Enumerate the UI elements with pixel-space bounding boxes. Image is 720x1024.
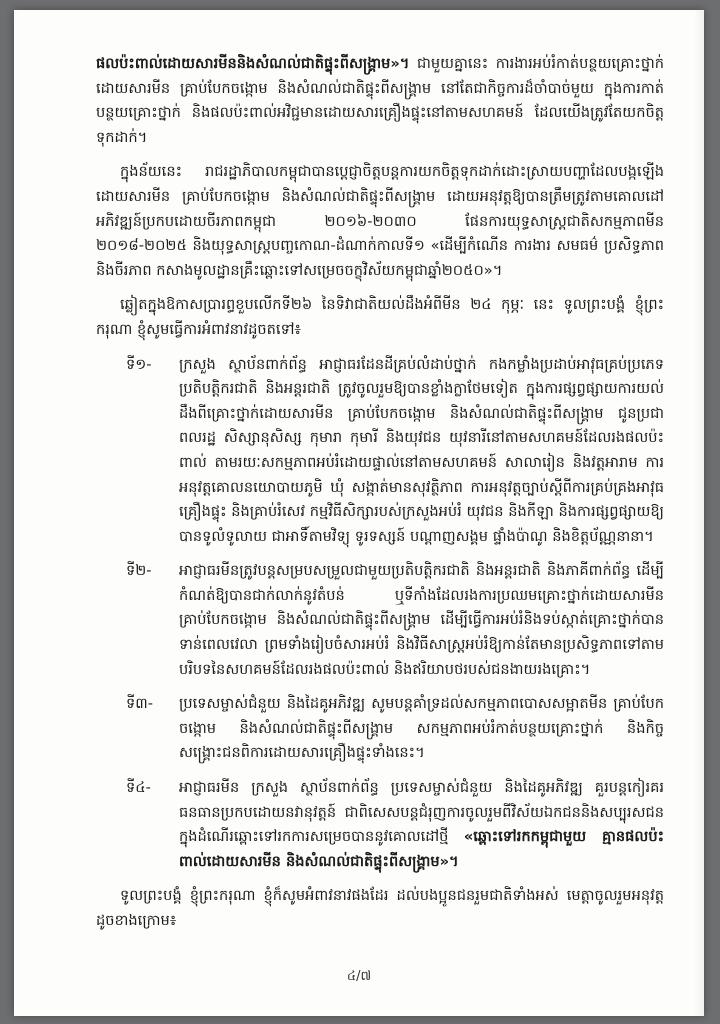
paragraph-3: ឆ្លៀតក្នុងឱកាសប្រារព្ធខួបលើកទី២៦ នៃទិវាជាតិយល់ដឹងអំពីមីន ២៤ កុម្ភៈ នេះ ទូលព្រះបង្គំ ខ្ញុំព្រះករុណា ខ្ញុំសូមធ្វើការអំពាវនាវដូចតទៅ៖ — [96, 296, 664, 338]
page-edge-shadow — [694, 10, 704, 1016]
appeal-item-label: ទី៤- — [126, 779, 151, 797]
appeal-item-text: ក្រសួង ស្ថាប័នពាក់ព័ន្ធ អាជ្ញាធរដែនដីគ្រប់លំដាប់ថ្នាក់ កងកម្លាំងប្រដាប់អាវុធគ្រប់ប្រភេទ ប្រតិបត្តិករជាតិ និងអន្តរជាតិ ត្រូវចូលរួមឱ្យបានខ្លាំងក្លាថែមទៀត ក្នុងការផ្សព្វផ្សាយការយល់ដឹងពីគ្រោះថ្នាក់ដោយសារមីន គ្រាប់បែកចង្កោម និងសំណល់ជាតិផ្ទុះពីសង្គ្រាម ជូនប្រជាពលរដ្ឋ សិស្សានុសិស្ស កុមារា កុមារី និងយុវជន យុវនារីនៅតាមសហគមន៍ដែលរងផលប៉ះពាល់ តាមរយៈសកម្មភាពអប់រំដោយផ្ទាល់នៅតាមសហគមន៍ សាលារៀន និងវត្តអារាម ការអនុវត្តគោលនយោបាយភូមិ ឃុំ សង្កាត់មានសុវត្ថិភាព ការអនុវត្តច្បាប់ស្តីពីការគ្រប់គ្រងអាវុធ គ្រឿងផ្ទុះ និងគ្រាប់រំសេវ កម្មវិធីសិក្សារបស់ក្រសួងអប់រំ យុវជន និងកីឡា និងការផ្សព្វផ្សាយឱ្យបានទូលំទូលាយ ជាអាទិ៍តាមវិទ្យុ ទូរទស្សន៍ បណ្តាញសង្គម ផ្ទាំងប៉ាណូ និងខិត្តប័ណ្ណនានា។ — [179, 355, 664, 545]
paragraph-1-bold-lead: ផលប៉ះពាល់ដោយសារមីននិងសំណល់ជាតិផ្ទុះពីសង្គ្រាម»។ — [96, 55, 410, 72]
appeal-item-1 — [96, 353, 664, 550]
appeal-item-label: ទី៣- — [126, 695, 153, 713]
appeal-item-label: ទី១- — [126, 355, 152, 373]
appeal-item-text — [179, 776, 664, 874]
appeal-item-3 — [96, 692, 664, 766]
paragraph-1 — [96, 52, 664, 150]
appeal-item-2 — [96, 559, 664, 682]
appeal-item-4-bold-tail: «ឆ្ពោះទៅរកកម្ពុជាមួយ គ្មានផលប៉ះពាល់ដោយសារមីន និងសំណល់ជាតិផ្ទុះពីសង្គ្រាម»។ — [179, 828, 664, 870]
appeal-item-text: ប្រទេសម្ចាស់ជំនួយ និងដៃគូអភិវឌ្ឍ សូមបន្តគាំទ្រដល់សកម្មភាពបោសសម្អាតមីន គ្រាប់បែកចង្កោម និងសំណល់ជាតិផ្ទុះពីសង្គ្រាម សកម្មភាពអប់រំកាត់បន្ថយគ្រោះថ្នាក់ និងកិច្ចសង្គ្រោះជនពិការដោយសារគ្រឿងផ្ទុះទាំងនេះ។ — [179, 695, 664, 762]
closing-paragraph: ទូលព្រះបង្គំ ខ្ញុំព្រះករុណា ខ្ញុំក៏សូមអំពាវនាវផងដែរ ដល់បងប្អូនជនរួមជាតិទាំងអស់ មេត្តាចូលរួមអនុវត្តដូចខាងក្រោម៖ — [96, 887, 664, 929]
appeal-item-4-text: អាជ្ញាធរមីន ក្រសួង ស្ថាប័នពាក់ព័ន្ធ ប្រទេសម្ចាស់ជំនួយ និងដៃគូអភិវឌ្ឍ គួរបន្តកៀរគរធនធានប្រកបដោយនវានុវត្តន៍ ជាពិសេសបន្តជំរុញការចូលរួមពីវិស័យឯកជននិងសប្បុរសជន ក្នុងដំណើរឆ្ពោះទៅរកការសម្រេចបាននូវគោលដៅថ្មី — [179, 779, 664, 846]
paragraph-2: ក្នុងន័យនេះ រាជរដ្ឋាភិបាលកម្ពុជាបានប្តេជ្ញាចិត្តបន្តការយកចិត្តទុកដាក់ដោះស្រាយបញ្ហាដែលបង្កឡើងដោយសារមីន គ្រាប់បែកចង្កោម និងសំណល់ជាតិផ្ទុះពីសង្គ្រាម ដោយអនុវត្តឱ្យបានត្រឹមត្រូវតាមគោលដៅអភិវឌ្ឍន៍ប្រកបដោយចីរភាពកម្ពុជា ២០១៦-២០៣០ ផែនការយុទ្ធសាស្ត្រជាតិសកម្មភាពមីន ២០១៨-២០២៥ និងយុទ្ធសាស្ត្របញ្ចកោណ-ដំណាក់កាលទី១ «ដើម្បីកំណើន ការងារ សមធម៌ ប្រសិទ្ធភាព និងចីរភាព កសាងមូលដ្ឋានគ្រឹះឆ្ពោះទៅសម្រេចចក្ខុវិស័យកម្ពុជាឆ្នាំ២០៥០»។ — [96, 163, 664, 279]
appeal-item-label: ទី២- — [126, 562, 152, 580]
page-number: ៤/៧ — [346, 969, 372, 985]
appeal-item-4 — [96, 776, 664, 874]
document-page — [14, 10, 704, 1016]
appeal-item-text: អាជ្ញាធរមីនត្រូវបន្តសម្របសម្រួលជាមួយប្រតិបត្តិករជាតិ និងអន្តរជាតិ និងភាគីពាក់ព័ន្ធ ដើម្បីកំណត់ឱ្យបានជាក់លាក់នូវតំបន់ ឬទីកាំងដែលរងការប្រឈមគ្រោះថ្នាក់ដោយសារមីន គ្រាប់បែកចង្កោម និងសំណល់ជាតិផ្ទុះពីសង្គ្រាម ដើម្បីធ្វើការអប់រំនិងទប់ស្កាត់គ្រោះថ្នាក់បានទាន់ពេលវេលា ព្រមទាំងរៀបចំសារអប់រំ និងវិធីសាស្ត្រអប់រំឱ្យកាន់តែមានប្រសិទ្ធភាពទៅតាមបរិបទនៃសហគមន៍ដែលរងផលប៉ះពាល់ និងឥរិយាបថរបស់ជនងាយរងគ្រោះ។ — [179, 562, 664, 678]
paragraph-1-text: ជាមួយគ្នានេះ ការងារអប់រំកាត់បន្ថយគ្រោះថ្នាក់ដោយសារមីន គ្រាប់បែកចង្កោម និងសំណល់ជាតិផ្ទុះពីសង្គ្រាម នៅតែជាកិច្ចការដ៏ចាំបាច់មួយ ក្នុងការកាត់បន្ថយគ្រោះថ្នាក់ និងផលប៉ះពាល់អវិជ្ជមានដោយសារគ្រឿងផ្ទុះនៅតាមសហគមន៍ ដែលយើងត្រូវតែយកចិត្តទុកដាក់។ — [96, 55, 664, 146]
appeal-list — [96, 353, 664, 875]
